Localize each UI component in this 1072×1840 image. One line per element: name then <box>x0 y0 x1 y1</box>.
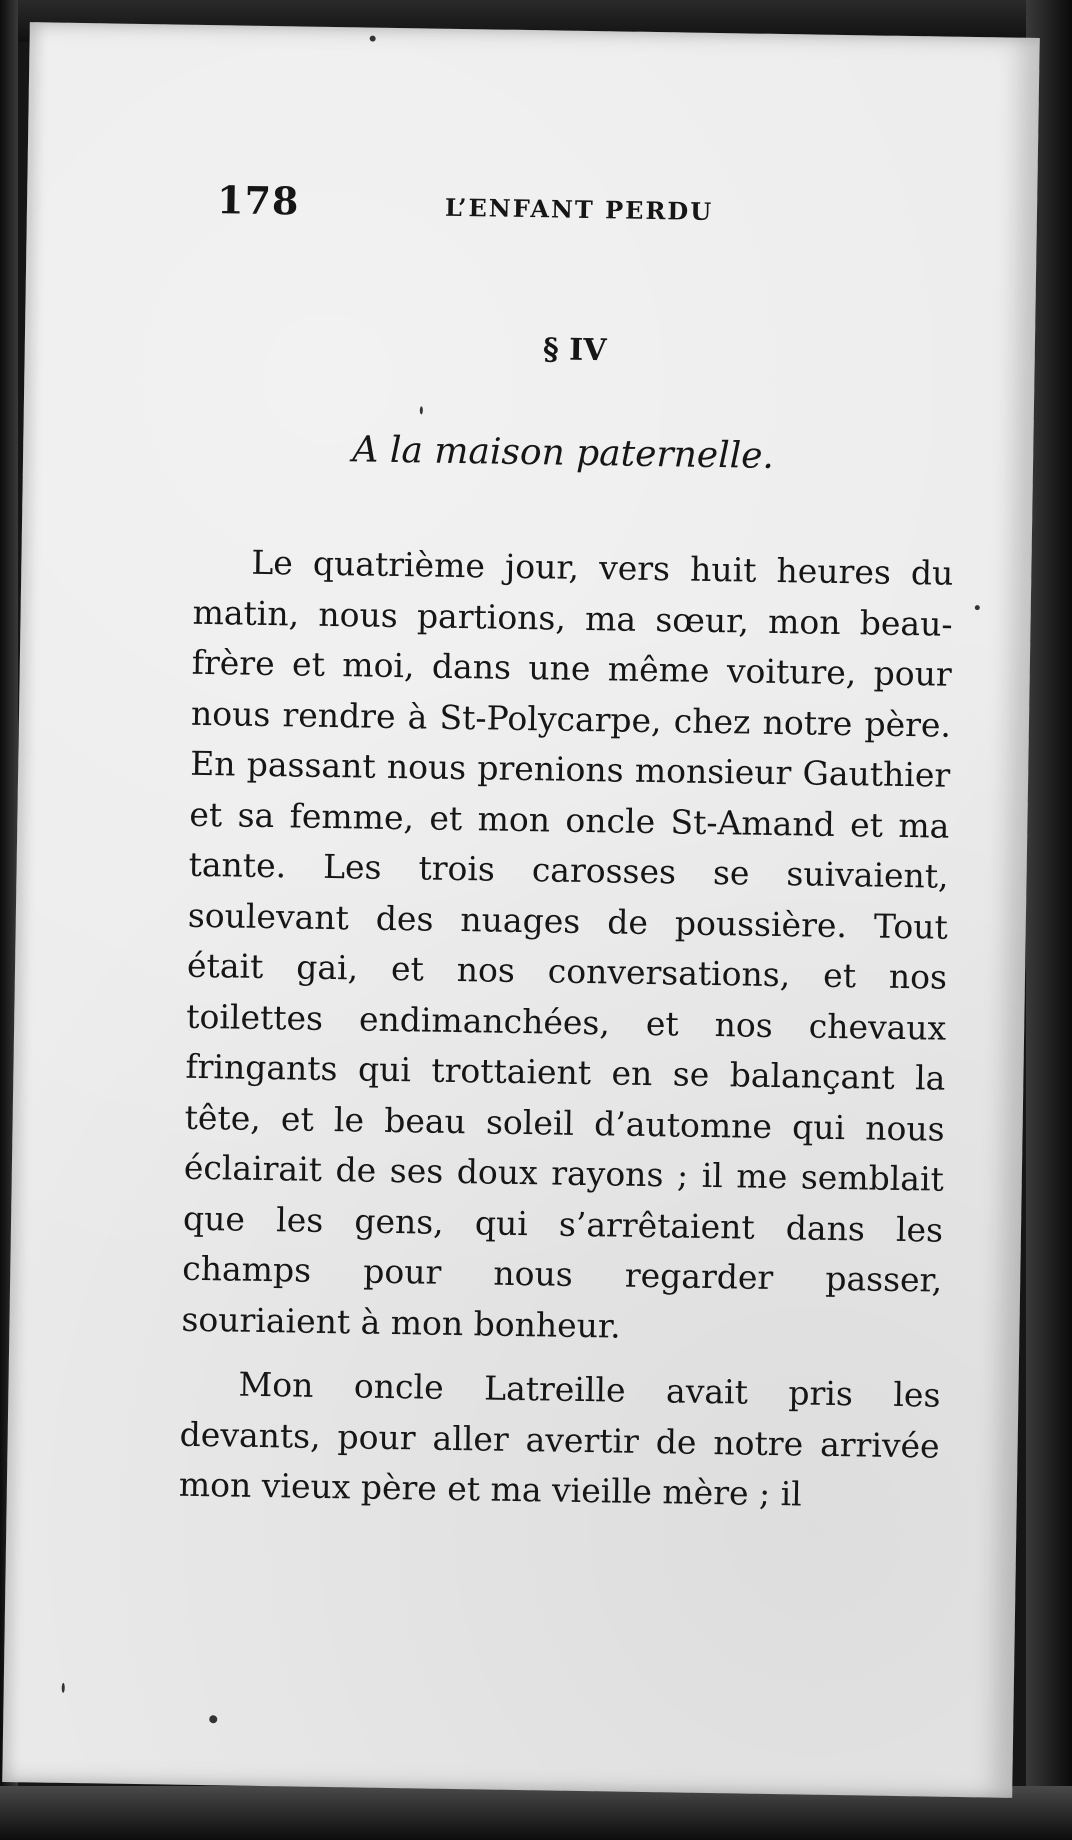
running-head <box>217 177 778 236</box>
chapter-title: A la maison paternelle. <box>352 429 775 477</box>
speck <box>420 406 423 414</box>
book-page <box>2 22 1040 1798</box>
running-title: L’ENFANT PERDU <box>444 192 714 226</box>
speck <box>370 36 376 42</box>
speck <box>62 1683 65 1693</box>
paragraph-2: Mon oncle Latreille avait pris les devants, pour aller avertir de notre arrivée mon vieux père et ma vieille mère ; il <box>178 1364 941 1514</box>
page-number: 178 <box>216 177 300 224</box>
section-mark: § IV <box>542 332 607 369</box>
body-text <box>178 537 953 1530</box>
paragraph-1: Le quatrième jour, vers huit heures du matin, nous partions, ma sœur, mon beau-frère et moi, dans une même voiture, pour nous rendre à St-Polycarpe, chez notre père. En passant nous prenions monsieur Gauthier et sa femme, et mon oncle St-Amand et ma tante. Les trois carosses se suivaient, soulevant des nuages de poussière. Tout était gai, et nos conversations, et nos toilettes endimanchées, et nos chevaux fringants qui trottaient en se balançant la tête, et le beau soleil d’automne qui nous éclairait de ses doux rayons ; il me semblait que les gens, qui s’arrêtaient dans les champs pour nous regarder passer, souriaient à mon bonheur. <box>181 542 954 1346</box>
speck <box>975 605 980 610</box>
speck <box>209 1715 217 1723</box>
